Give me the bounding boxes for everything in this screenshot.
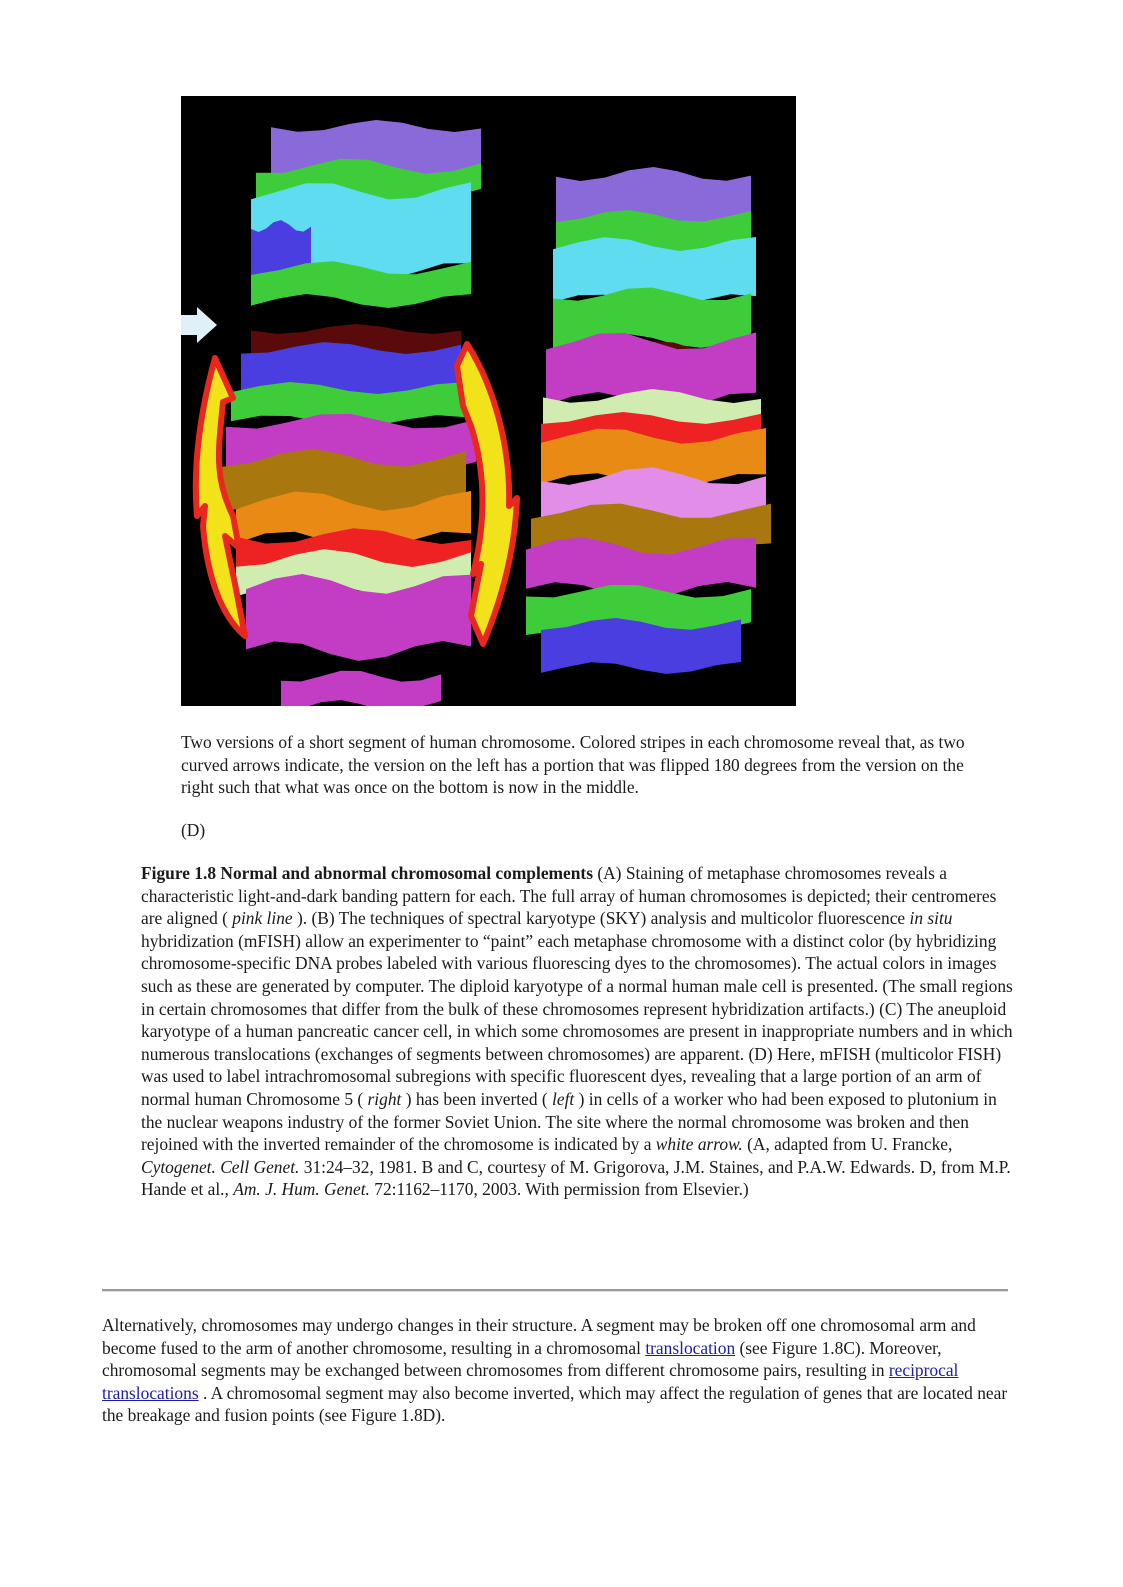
reciprocal-translocations-link[interactable]: reciprocal translocations <box>102 1360 959 1403</box>
caption-text: (A) Staining of metaphase chromosomes reveals a characteristic light-and-dark banding pattern for each. The full array of human chromosomes is depicted; their centromeres are aligned ( <box>141 863 997 929</box>
caption-emphasis: right <box>367 1088 402 1109</box>
chromosome-inversion-figure <box>181 96 796 706</box>
inverted-chromosome <box>221 120 481 706</box>
caption-emphasis: in situ <box>909 908 953 929</box>
chromosome-band <box>541 618 741 674</box>
caption-text: 72:1162–1170, 2003. With permission from Elsevier.) <box>369 1179 749 1200</box>
caption-emphasis: white arrow. <box>655 1134 743 1155</box>
caption-emphasis: pink line <box>232 908 293 929</box>
body-text: (see Figure 1.8C). Moreover, chromosomal segments may be exchanged between chromosomes from different chromosome pairs, resulting in <box>102 1337 942 1381</box>
caption-text: hybridization (mFISH) allow an experimenter to “paint” each metaphase chromosome with a distinct color (by hybridizing chromosome-specific DNA probes labeled with various fluorescing dyes to the chromosomes). The actual colors in images such as these are generated by computer. The diploid karyotype of a normal human male cell is presented. (The small regions in certain chromosomes that differ from the bulk of these chromosomes represent hybridization artifacts.) (C) The aneuploid karyotype of a human pancreatic cancer cell, in which some chromosomes are present in inappropriate numbers and in which numerous translocations (exchanges of segments between chromosomes) are apparent. (D) Here, mFISH (multicolor FISH) was used to label intrachromosomal subregions with specific fluorescent dyes, revealing that a large portion of an arm of normal human Chromosome 5 ( <box>141 930 1013 1109</box>
caption-emphasis: Am. J. Hum. Genet. <box>233 1179 370 1200</box>
section-divider <box>102 1289 1008 1292</box>
body-paragraph <box>102 1314 1014 1427</box>
caption-text: (A, adapted from U. Francke, <box>742 1134 953 1155</box>
caption-text: ). (B) The techniques of spectral karyotype (SKY) analysis and multicolor fluorescence <box>292 908 910 929</box>
body-text: Alternatively, chromosomes may undergo changes in their structure. A segment may be broken off one chromosomal arm and become fused to the arm of another chromosome, resulting in a chromosomal <box>102 1315 976 1358</box>
normal-chromosome <box>526 167 771 674</box>
figure-caption <box>141 862 1013 1201</box>
caption-text: ) in cells of a worker who had been exposed to plutonium in the nuclear weapons industry of the former Soviet Union. The site where the normal chromosome was broken and then rejoined with the inverted remainder of the chromosome is indicated by a <box>141 1088 997 1155</box>
caption-title: Figure 1.8 Normal and abnormal chromosomal complements <box>141 863 593 883</box>
translocation-link[interactable]: translocation <box>645 1337 736 1358</box>
panel-label: (D) <box>181 820 206 840</box>
caption-emphasis: left <box>552 1088 575 1109</box>
caption-emphasis: Cytogenet. Cell Genet. <box>141 1156 300 1177</box>
caption-text: ) has been inverted ( <box>401 1088 553 1109</box>
figure-description: Two versions of a short segment of human chromosome. Colored stripes in each chromosome reveal that, as two curved arrows indicate, the version on the left has a portion that was flipped 180 degrees from the version on the right such that what was once on the bottom is now in the middle. <box>181 732 965 798</box>
body-text: . A chromosomal segment may also become inverted, which may affect the regulation of genes that are located near the breakage and fusion points (see Figure 1.8D). <box>102 1382 1008 1426</box>
caption-text: 31:24–32, 1981. B and C, courtesy of M. Grigorova, J.M. Staines, and P.A.W. Edwards. D, from M.P. Hande et al., <box>141 1156 1011 1200</box>
